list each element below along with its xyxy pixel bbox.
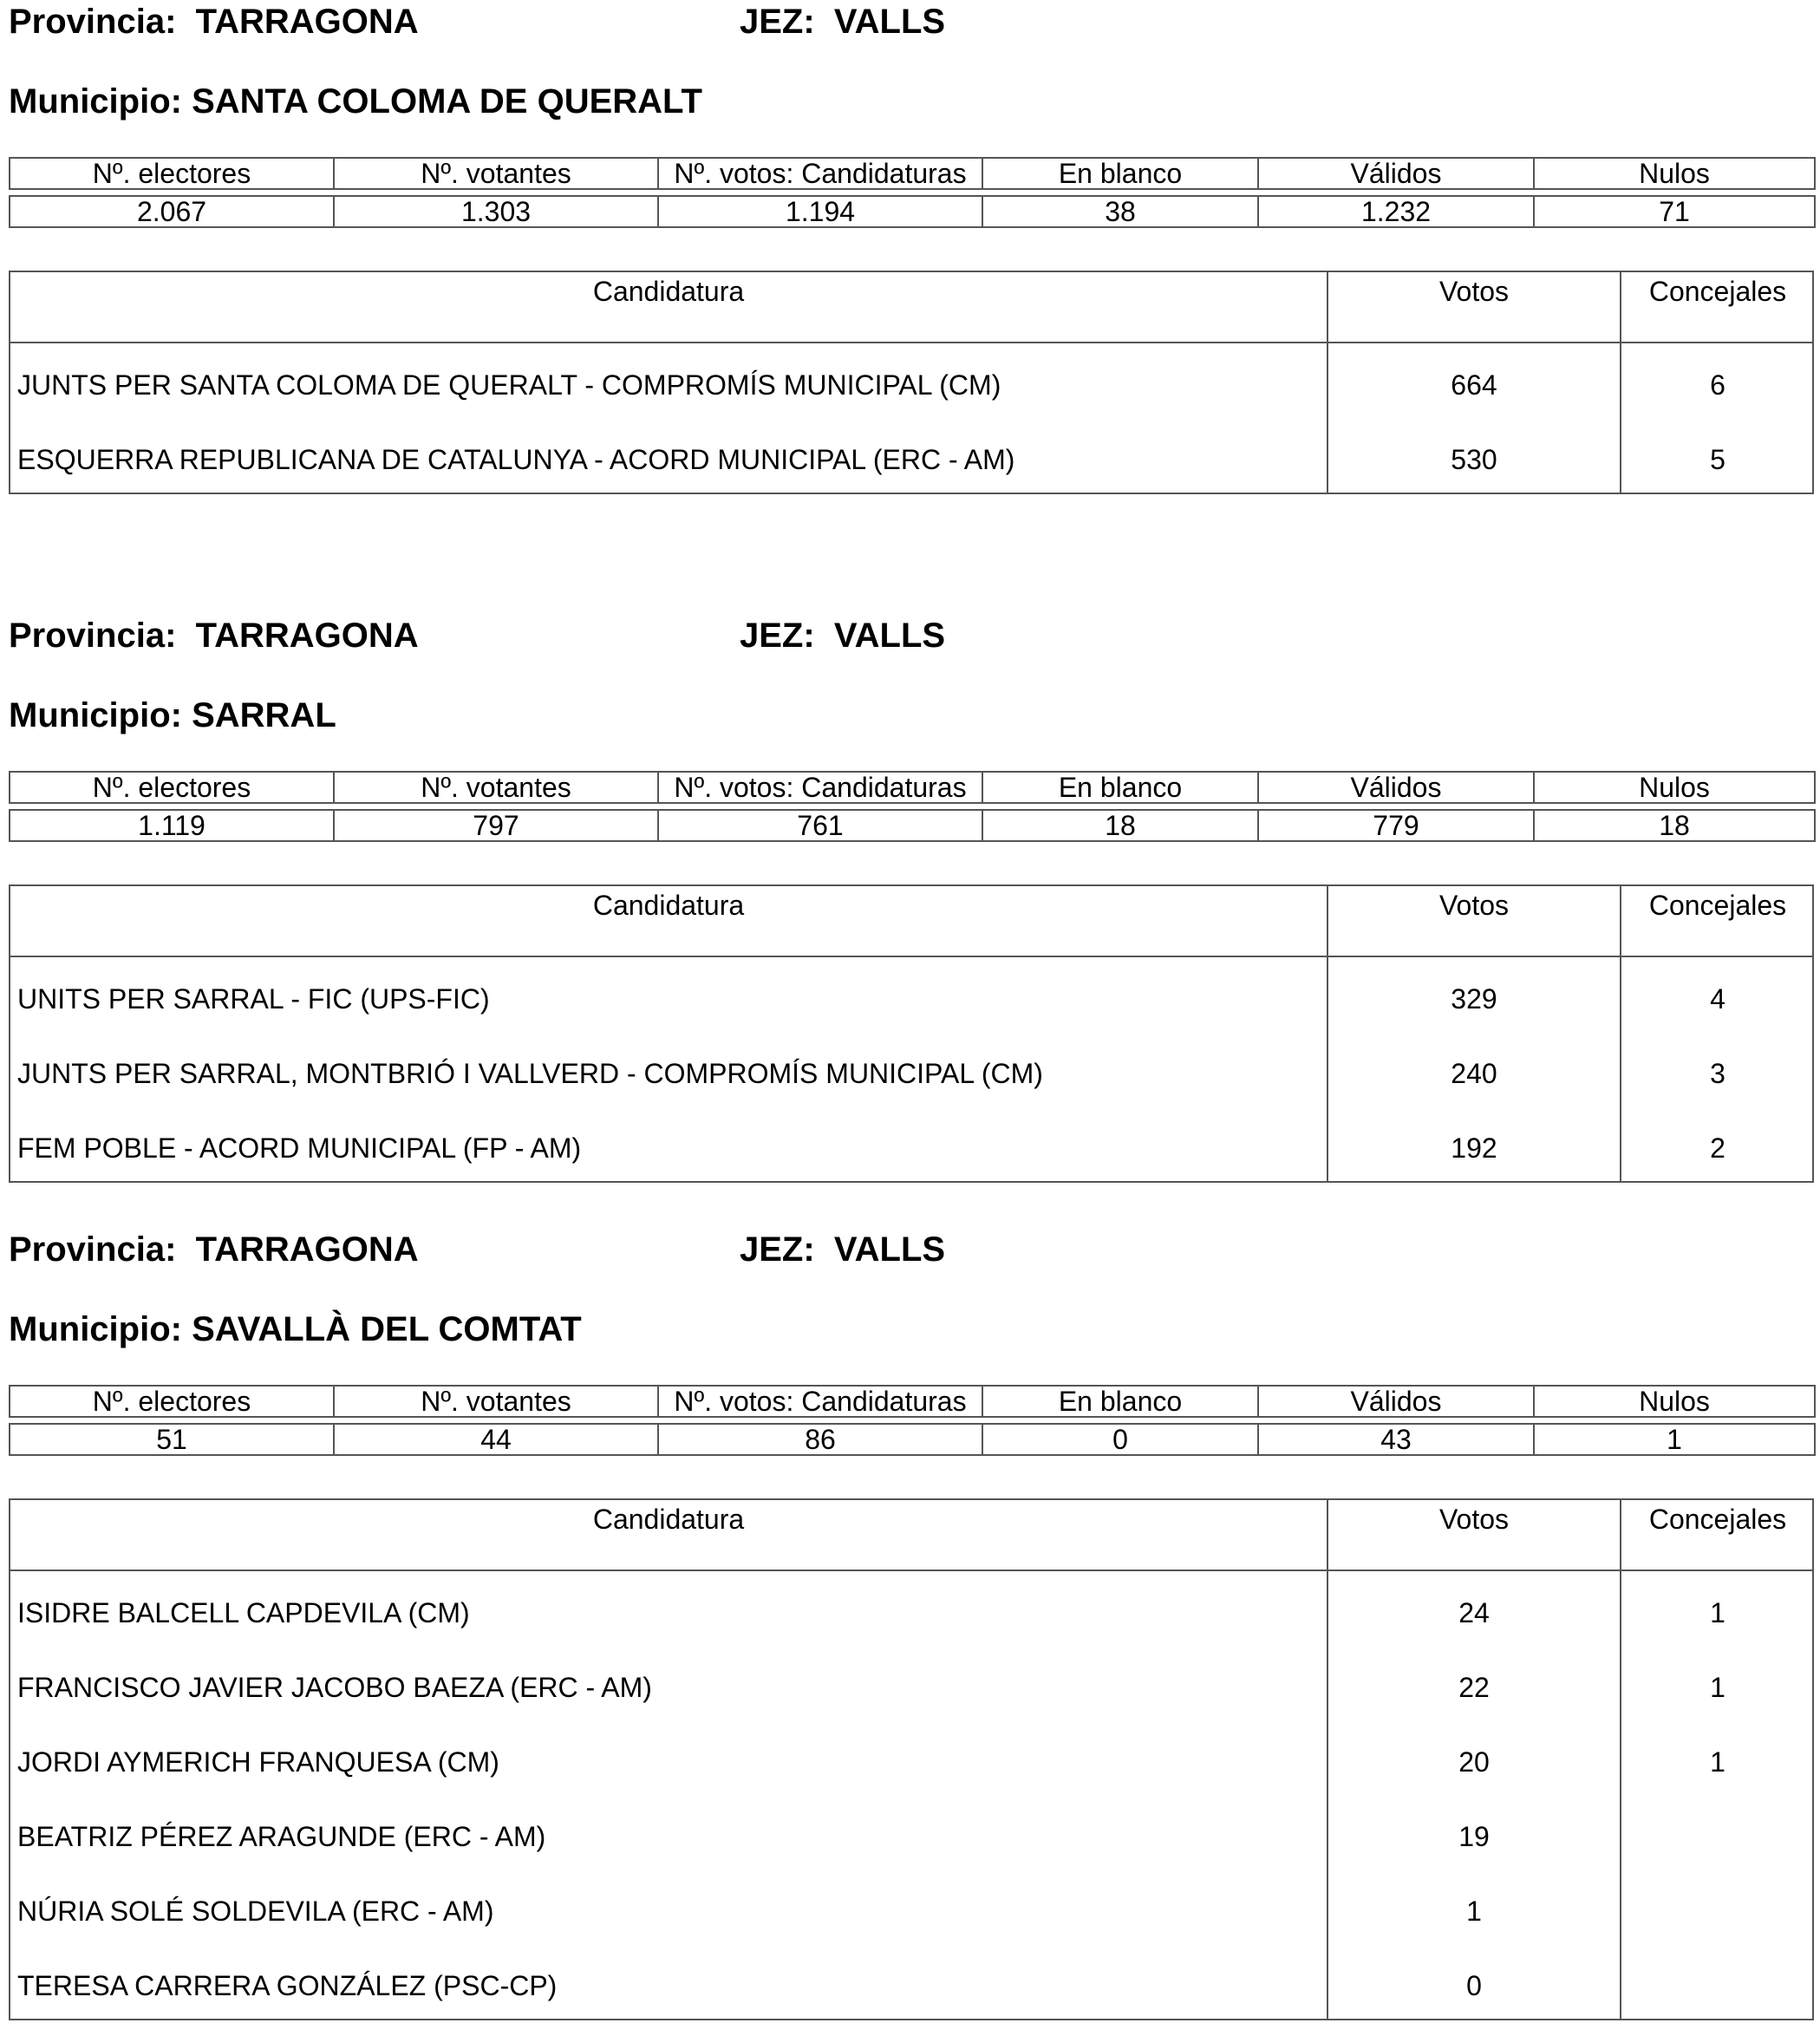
header-votos: Votos (1438, 1504, 1510, 1535)
candidate-row (10, 1646, 1812, 1720)
candidate-row (10, 1795, 1812, 1870)
stats-votos-candidaturas: 761 (658, 810, 982, 841)
stats-header-validos: Válidos (1258, 158, 1534, 189)
candidates-table (9, 884, 1814, 1183)
candidate-concejales: 5 (1710, 444, 1725, 475)
jez-value: VALLS (833, 1230, 946, 1269)
municipio-label: Municipio: (9, 696, 182, 734)
stats-header-en-blanco: En blanco (982, 1386, 1258, 1417)
candidate-concejales: 3 (1710, 1058, 1725, 1089)
candidate-row (10, 1870, 1812, 1944)
stats-header-nulos: Nulos (1534, 158, 1815, 189)
header-concejales: Concejales (1648, 890, 1787, 921)
candidate-name: JUNTS PER SARRAL, MONTBRIÓ I VALLVERD - COMPROMÍS MUNICIPAL (CM) (17, 1058, 1043, 1089)
stats-header-votos-candidaturas: Nº. votos: Candidaturas (658, 772, 982, 803)
jez-label: JEZ: (740, 617, 815, 655)
stats-header-votantes: Nº. votantes (334, 1386, 658, 1417)
candidate-votos: 329 (1451, 983, 1497, 1015)
candidate-name: TERESA CARRERA GONZÁLEZ (PSC-CP) (17, 1970, 558, 2001)
candidate-name: FRANCISCO JAVIER JACOBO BAEZA (ERC - AM) (17, 1672, 652, 1703)
candidate-name: ISIDRE BALCELL CAPDEVILA (CM) (17, 1597, 470, 1628)
stats-en-blanco: 38 (982, 196, 1258, 227)
candidate-votos: 0 (1466, 1970, 1482, 2001)
stats-header-electores: Nº. electores (10, 158, 334, 189)
candidate-concejales: 2 (1710, 1132, 1725, 1164)
stats-header-votos-candidaturas: Nº. votos: Candidaturas (658, 1386, 982, 1417)
candidate-row (10, 1720, 1812, 1795)
candidate-name: UNITS PER SARRAL - FIC (UPS-FIC) (17, 983, 490, 1015)
provincia-line (9, 1228, 946, 1271)
stats-electores: 2.067 (10, 196, 334, 227)
stats-header-votantes: Nº. votantes (334, 772, 658, 803)
provincia-value: TARRAGONA (195, 1230, 419, 1269)
stats-votantes: 797 (334, 810, 658, 841)
stats-table (9, 771, 1816, 842)
stats-header-en-blanco: En blanco (982, 158, 1258, 189)
provincia-line (9, 0, 946, 43)
candidate-name: ESQUERRA REPUBLICANA DE CATALUNYA - ACORD MUNICIPAL (ERC - AM) (17, 444, 1015, 475)
candidate-row (10, 343, 1812, 418)
jez-value: VALLS (833, 617, 946, 655)
candidate-concejales: 6 (1710, 369, 1725, 401)
municipio-title (9, 1308, 582, 1351)
header-concejales: Concejales (1648, 276, 1787, 307)
jez-value: VALLS (833, 3, 946, 41)
stats-header-row (10, 1386, 1815, 1417)
candidates-table (9, 271, 1814, 494)
stats-header-votantes: Nº. votantes (334, 158, 658, 189)
candidate-name: BEATRIZ PÉREZ ARAGUNDE (ERC - AM) (17, 1821, 546, 1852)
header-votos: Votos (1438, 890, 1510, 921)
jez-block (740, 0, 945, 43)
candidates-header-row (10, 272, 1812, 343)
municipio-value: SANTA COLOMA DE QUERALT (192, 82, 702, 121)
jez-block (740, 614, 945, 657)
candidate-name: FEM POBLE - ACORD MUNICIPAL (FP - AM) (17, 1132, 582, 1164)
candidate-concejales: 1 (1710, 1597, 1725, 1628)
candidates-header-row (10, 886, 1812, 957)
stats-nulos: 1 (1534, 1424, 1815, 1455)
provincia-label: Provincia: (9, 3, 177, 41)
stats-table (9, 1385, 1816, 1456)
candidate-votos: 240 (1451, 1058, 1497, 1089)
stats-header-nulos: Nulos (1534, 1386, 1815, 1417)
stats-en-blanco: 18 (982, 810, 1258, 841)
provincia-value: TARRAGONA (195, 3, 419, 41)
candidate-votos: 530 (1451, 444, 1497, 475)
candidate-votos: 1 (1466, 1896, 1482, 1927)
provincia-label: Provincia: (9, 1230, 177, 1269)
header-candidatura: Candidatura (592, 276, 745, 307)
municipio-title (9, 694, 336, 737)
stats-header-validos: Válidos (1258, 1386, 1534, 1417)
stats-table (9, 157, 1816, 228)
stats-header-nulos: Nulos (1534, 772, 1815, 803)
stats-value-row (10, 196, 1815, 227)
candidate-concejales: 1 (1710, 1672, 1725, 1703)
candidate-votos: 664 (1451, 369, 1497, 401)
candidate-row (10, 1106, 1812, 1181)
candidate-votos: 22 (1458, 1672, 1490, 1703)
candidates-header-row (10, 1500, 1812, 1571)
candidate-votos: 192 (1451, 1132, 1497, 1164)
stats-header-validos: Válidos (1258, 772, 1534, 803)
candidate-name: NÚRIA SOLÉ SOLDEVILA (ERC - AM) (17, 1896, 494, 1927)
provincia-value: TARRAGONA (195, 617, 419, 655)
candidate-votos: 24 (1458, 1597, 1490, 1628)
stats-nulos: 18 (1534, 810, 1815, 841)
stats-votantes: 44 (334, 1424, 658, 1455)
header-concejales: Concejales (1648, 1504, 1787, 1535)
stats-header-votos-candidaturas: Nº. votos: Candidaturas (658, 158, 982, 189)
candidate-name: JUNTS PER SANTA COLOMA DE QUERALT - COMPROMÍS MUNICIPAL (CM) (17, 369, 1001, 401)
candidates-table (9, 1498, 1814, 2020)
stats-header-row (10, 158, 1815, 189)
stats-validos: 779 (1258, 810, 1534, 841)
stats-electores: 51 (10, 1424, 334, 1455)
stats-votos-candidaturas: 86 (658, 1424, 982, 1455)
stats-nulos: 71 (1534, 196, 1815, 227)
header-votos: Votos (1438, 276, 1510, 307)
stats-en-blanco: 0 (982, 1424, 1258, 1455)
municipio-title (9, 80, 702, 123)
provincia-line (9, 614, 946, 657)
candidate-concejales: 1 (1710, 1746, 1725, 1778)
stats-validos: 1.232 (1258, 196, 1534, 227)
candidate-row (10, 957, 1812, 1032)
candidate-row (10, 1571, 1812, 1646)
stats-value-row (10, 1424, 1815, 1455)
municipio-value: SAVALLÀ DEL COMTAT (192, 1310, 582, 1348)
candidate-concejales: 4 (1710, 983, 1725, 1015)
stats-votos-candidaturas: 1.194 (658, 196, 982, 227)
stats-header-en-blanco: En blanco (982, 772, 1258, 803)
stats-value-row (10, 810, 1815, 841)
candidate-row (10, 1032, 1812, 1106)
jez-label: JEZ: (740, 1230, 815, 1269)
stats-electores: 1.119 (10, 810, 334, 841)
municipio-label: Municipio: (9, 1310, 182, 1348)
municipio-label: Municipio: (9, 82, 182, 121)
stats-header-row (10, 772, 1815, 803)
stats-header-electores: Nº. electores (10, 1386, 334, 1417)
stats-header-electores: Nº. electores (10, 772, 334, 803)
candidate-row (10, 1944, 1812, 2019)
candidate-votos: 19 (1458, 1821, 1490, 1852)
jez-block (740, 1228, 945, 1271)
stats-votantes: 1.303 (334, 196, 658, 227)
candidate-votos: 20 (1458, 1746, 1490, 1778)
jez-label: JEZ: (740, 3, 815, 41)
header-candidatura: Candidatura (592, 890, 745, 921)
candidate-row (10, 418, 1812, 493)
municipio-value: SARRAL (192, 696, 336, 734)
provincia-label: Provincia: (9, 617, 177, 655)
candidate-name: JORDI AYMERICH FRANQUESA (CM) (17, 1746, 499, 1778)
header-candidatura: Candidatura (592, 1504, 745, 1535)
stats-validos: 43 (1258, 1424, 1534, 1455)
